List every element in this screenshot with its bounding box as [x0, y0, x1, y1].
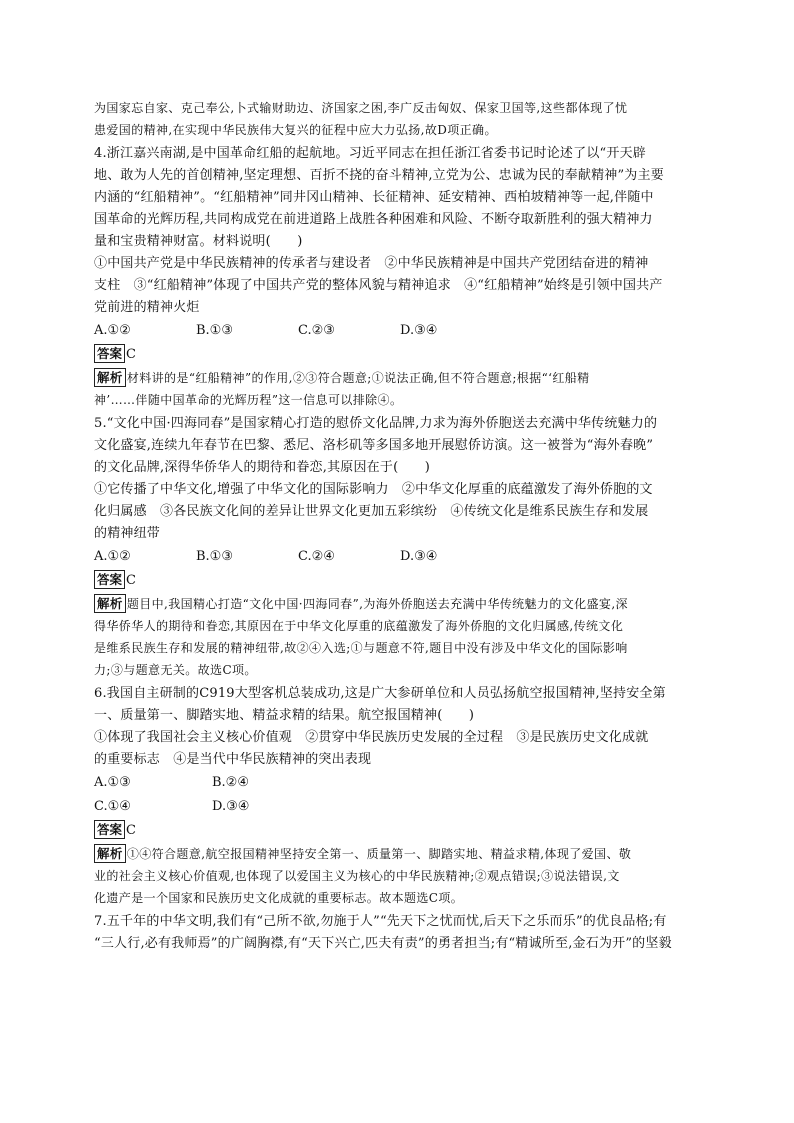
answer-label: 答案	[94, 820, 125, 839]
statement-line: 化归属感 ③各民族文化间的差异让世界文化更加五彩缤纷 ④传统文化是维系民族生存和发展	[94, 504, 649, 519]
option-b: B.①③	[196, 323, 233, 338]
answer-label: 答案	[94, 570, 125, 589]
option-c: C.②③	[298, 323, 335, 338]
analysis-line: 化遗产是一个国家和民族历史文化成就的重要标志。故本题选C项。	[94, 891, 464, 905]
intro-line: 患爱国的精神,在实现中华民族伟大复兴的征程中应大力弘扬,故D项正确。	[94, 123, 497, 137]
analysis-text: ①④符合题意,航空报国精神坚持安全第一、质量第一、脚踏实地、精益求精,体现了爱国、敬	[126, 847, 632, 861]
question-5	[94, 413, 700, 681]
statement-line: 党前进的精神火炬	[94, 300, 200, 315]
option-c: C.②④	[298, 549, 335, 564]
answer-options	[94, 545, 700, 569]
answer-row	[94, 569, 700, 593]
option-b: B.②④	[212, 775, 249, 790]
answer-value: C	[126, 823, 136, 838]
analysis-line: 神’……伴随中国革命的光辉历程”这一信息可以排除④。	[94, 393, 403, 407]
statement-line: ①中国共产党是中华民族精神的传承者与建设者 ②中华民族精神是中国共产党团结奋进的精神	[94, 256, 649, 271]
analysis-line: 力;③与题意无关。故选C项。	[94, 663, 257, 677]
question-stem-line: 文化盛宴,连续九年春节在巴黎、悉尼、洛杉矶等多国多地开展慰侨访演。这一被誉为“海外春晚”	[94, 438, 654, 453]
answer-options-row-2	[94, 795, 700, 819]
statement-line: 支柱 ③“红船精神”体现了中国共产党的整体风貌与精神追求 ④“红船精神”始终是引领中国共产	[94, 278, 663, 293]
statement-line: 的重要标志 ④是当代中华民族精神的突出表现	[94, 752, 372, 767]
question-stem-line: 6.我国自主研制的C919大型客机总装成功,这是广大参研单位和人员弘扬航空报国精神,坚持安全第	[94, 686, 666, 701]
analysis-label: 解析	[94, 594, 126, 613]
option-d: D.③④	[400, 549, 438, 564]
answer-value: C	[126, 573, 136, 588]
option-d: D.③④	[400, 323, 438, 338]
question-7	[94, 911, 700, 955]
question-stem-line: 的文化品牌,深得华侨华人的期待和眷恋,其原因在于( )	[94, 460, 431, 475]
question-4	[94, 143, 700, 411]
question-stem-line: 4.浙江嘉兴南湖,是中国革命红船的起航地。习近平同志在担任浙江省委书记时论述了以“开天辟	[94, 146, 646, 161]
option-a: A.①②	[94, 549, 131, 564]
option-a: A.①②	[94, 323, 131, 338]
analysis-line: 是维系民族生存和发展的精神纽带,故②④入选;①与题意不符,题目中没有涉及中华文化的国际影响	[94, 641, 628, 655]
answer-options-row-1	[94, 771, 700, 795]
statement-line: ①它传播了中华文化,增强了中华文化的国际影响力 ②中华文化厚重的底蕴激发了海外侨胞的文	[94, 482, 653, 497]
question-stem-line: 地、敢为人先的首创精神,坚定理想、百折不挠的奋斗精神,立党为公、忠诚为民的奉献精神”为主要	[94, 168, 664, 183]
statement-line: 的精神纽带	[94, 526, 161, 541]
analysis-line: 得华侨华人的期待和眷恋,其原因在于中华文化厚重的底蕴激发了海外侨胞的文化归属感,传统文化	[94, 619, 624, 633]
intro-line: 为国家忘自家、克己奉公,卜式输财助边、济国家之困,李广反击匈奴、保家卫国等,这些都体现了忧	[94, 101, 628, 115]
answer-row	[94, 819, 700, 843]
option-c: C.①④	[94, 799, 131, 814]
question-stem-line: 国革命的光辉历程,共同构成党在前进道路上战胜各种困难和风险、不断夺取新胜利的强大精神力	[94, 212, 653, 227]
question-stem-line: “三人行,必有我师焉”的广阔胸襟,有“天下兴亡,匹夫有责”的勇者担当;有“精诚所至,金石为开”的坚毅	[94, 936, 672, 951]
analysis-text: 材料讲的是“红船精神”的作用,②③符合题意;①说法正确,但不符合题意;根据“‘红船精	[126, 371, 590, 385]
option-a: A.①③	[94, 775, 131, 790]
answer-options	[94, 319, 700, 343]
analysis-line	[94, 593, 700, 615]
answer-value: C	[126, 347, 136, 362]
answer-row	[94, 343, 700, 367]
document-page	[94, 95, 700, 955]
analysis-line	[94, 367, 700, 389]
answer-label: 答案	[94, 344, 125, 363]
statement-line: ①体现了我国社会主义核心价值观 ②贯穿中华民族历史发展的全过程 ③是民族历史文化成就	[94, 730, 649, 745]
analysis-line	[94, 843, 700, 865]
option-b: B.①③	[196, 549, 233, 564]
option-d: D.③④	[212, 799, 250, 814]
analysis-label: 解析	[94, 844, 126, 863]
question-stem-line: 5.“文化中国·四海同春”是国家精心打造的慰侨文化品牌,力求为海外侨胞送去充满中华传统魅力的	[94, 416, 658, 431]
question-stem-line: 7.五千年的中华文明,我们有“己所不欲,勿施于人”“先天下之忧而忧,后天下之乐而乐”的优良品格;有	[94, 914, 667, 929]
question-stem-line: 量和宝贵精神财富。材料说明( )	[94, 234, 303, 249]
analysis-line: 业的社会主义核心价值观,也体现了以爱国主义为核心的中华民族精神;②观点错误;③说法错误,文	[94, 869, 620, 883]
question-stem-line: 内涵的“红船精神”。“红船精神”同井冈山精神、长征精神、延安精神、西柏坡精神等一起,伴随中	[94, 190, 654, 205]
analysis-text: 题目中,我国精心打造“文化中国·四海同春”,为海外侨胞送去充满中华传统魅力的文化盛宴,深	[126, 597, 628, 611]
question-6	[94, 683, 700, 909]
analysis-label: 解析	[94, 368, 126, 387]
intro-text	[94, 97, 700, 141]
question-stem-line: 一、质量第一、脚踏实地、精益求精的结果。航空报国精神( )	[94, 708, 475, 723]
